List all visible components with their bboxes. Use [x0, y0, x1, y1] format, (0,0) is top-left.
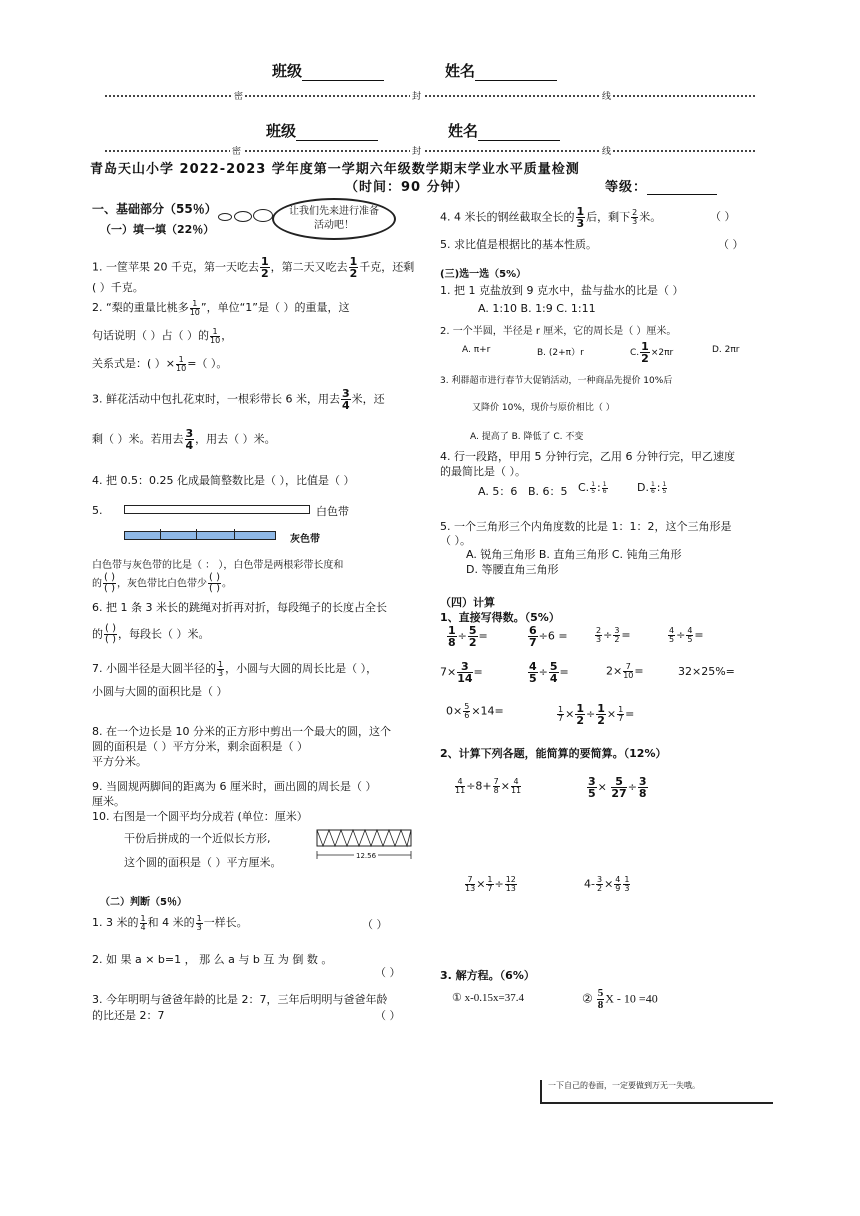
frac-1-3b: $\frac{1}{3}$: [196, 913, 202, 932]
frac-1-2e: $\frac{1}{2}$: [597, 702, 605, 727]
calc-simplify-2: $\frac{3}{5}$ × $\frac{5}{27}$ ÷ $\frac{3}{8}$: [588, 775, 647, 800]
seal-char-2: 封: [410, 89, 423, 102]
frac-3-2b: $\frac{3}{2}$: [596, 875, 603, 893]
equation-title: 3. 解方程。（6%）: [440, 969, 535, 982]
gray-ribbon-label: 灰色带: [290, 534, 320, 545]
choice-4-option-c[interactable]: C. $\frac{1}{5}$ : $\frac{1}{6}$: [578, 480, 607, 495]
q6-line1: 6. 把 1 条 3 米长的跳绳对折再对折，每段绳子的长度占全长: [92, 601, 387, 614]
blank-fraction[interactable]: $\frac{( )}{( )}$: [104, 572, 115, 594]
ribbon-tick: [160, 529, 161, 540]
white-ribbon-bar: [124, 505, 310, 514]
q2-line2: 句话说明（ ）占（ ）的 $\frac{1}{10}$ ，: [92, 326, 233, 345]
choice-1-options[interactable]: A. 1:10 B. 1:9 C. 1:11: [478, 302, 596, 315]
frac-1-3d: $\frac{1}{3}$: [624, 875, 630, 893]
choice-4-option-a[interactable]: A. 5：6: [478, 485, 518, 498]
frac-1-7c: $\frac{1}{7}$: [487, 875, 493, 893]
frac-1-7b: $\frac{1}{7}$: [618, 705, 624, 723]
cloud-bubble-3: [253, 209, 273, 222]
calc-1-4: $\frac{4}{5}$ ÷ $\frac{4}{5}$ =: [669, 626, 704, 644]
q3-line1: 3. 鲜花活动中包扎花束时，一根彩带长 6 米，用去 $\frac{3}{4}$ 米，还: [92, 387, 385, 412]
seal-char-4: 密: [230, 144, 243, 157]
frac-7-13: $\frac{7}{13}$: [465, 875, 476, 893]
calc-simplify-1: $\frac{4}{11}$ ÷8+ $\frac{7}{8}$ × $\frac{4}{11}$: [455, 777, 522, 795]
figure-dimension: 12.56: [356, 852, 377, 860]
judge-3-answer[interactable]: （ ）: [375, 1009, 401, 1022]
judge-1-answer[interactable]: （ ）: [362, 918, 388, 931]
equation-1: ① x-0.15x=37.4: [452, 992, 524, 1004]
exam-time: （时间：90 分钟）: [345, 180, 469, 195]
frac-1-2c: $\frac{1}{2}$: [641, 340, 649, 365]
exam-title: 青岛天山小学 2022-2023 学年度第一学期六年级数学期末学业水平质量检测: [90, 162, 580, 177]
judge-5: 5. 求比值是根据比的基本性质。: [440, 238, 597, 251]
q2-line1: 2. “梨的重量比桃多 $\frac{1}{10}$ ”，单位“1”是（ ）的重量，这: [92, 298, 350, 317]
name-label-1: 姓名: [445, 60, 557, 81]
q5-num: 5.: [92, 504, 103, 517]
frac-1-7: $\frac{1}{7}$: [558, 705, 564, 723]
calc-2-1: 7× $\frac{3}{14}$ =: [440, 660, 483, 685]
choice-3-line2: 又降价 10%，现价与原价相比（ ）: [472, 403, 615, 413]
frac-4-5c: $\frac{4}{5}$: [529, 660, 537, 685]
calc-simplify-title: 2、计算下列各题，能简算的要简算。（12%）: [440, 747, 667, 760]
cloud-bubble-2: [234, 211, 252, 222]
frac-4-11b: $\frac{4}{11}$: [510, 777, 522, 795]
frac-1-10: $\frac{1}{10}$: [189, 298, 200, 317]
calc-simplify-3: $\frac{7}{13}$ × $\frac{1}{7}$ ÷ $\frac{12}{13}$: [465, 875, 516, 893]
grade-label: 等级：: [605, 176, 717, 195]
frac-1-6b: $\frac{1}{6}$: [650, 480, 655, 495]
q5-line2: 的 $\frac{( )}{( )}$ ，灰色带比白色带少 $\frac{( )}{( )}$ 。: [92, 572, 232, 594]
judge-2-answer[interactable]: （ ）: [375, 966, 401, 979]
frac-4-5b: $\frac{4}{5}$: [687, 626, 693, 644]
ribbon-tick: [234, 529, 235, 540]
frac-1-5b: $\frac{1}{5}$: [662, 480, 667, 495]
frac-7-8: $\frac{7}{8}$: [493, 777, 499, 795]
calc-2-2: $\frac{4}{5}$ ÷ $\frac{5}{4}$ =: [529, 660, 569, 685]
q1-line1: 1. 一筐苹果 20 千克，第一天吃去 $\frac{1}{2}$ ，第二天又吃去 $\frac{1}{2}$ 千克，还剩: [92, 255, 415, 280]
calc-3-1: 0× $\frac{5}{6}$ ×14=: [446, 702, 504, 720]
frac-7-10: $\frac{7}{10}$: [623, 662, 634, 680]
frac-6-7: $\frac{6}{7}$: [529, 624, 537, 649]
judge-5-answer[interactable]: （ ）: [718, 238, 744, 251]
choice-3-options[interactable]: A. 提高了 B. 降低了 C. 不变: [470, 432, 584, 442]
choice-2: 2. 一个半圆，半径是 r 厘米，它的周长是（ ）厘米。: [440, 326, 677, 337]
judge-1: 1. 3 米的 $\frac{1}{4}$ 和 4 米的 $\frac{1}{3}$ 一样长。: [92, 913, 248, 932]
frac-5-8: $\frac{5}{8}$: [597, 987, 604, 1011]
equation-2: ② $\frac{5}{8}$ X - 10 =40: [582, 987, 658, 1011]
seal-char-3: 线: [600, 89, 613, 102]
seal-char-1: 密: [232, 89, 245, 102]
judge-4: 4. 4 米长的钢丝截取全长的 $\frac{1}{3}$ 后，剩下 $\frac{2}{3}$ 米。: [440, 205, 662, 230]
choice-2-option-c[interactable]: C. $\frac{1}{2}$ ×2πr: [630, 340, 674, 365]
blank-fraction[interactable]: $\frac{( )}{( )}$: [105, 623, 116, 645]
q4: 4. 把 0.5：0.25 化成最简整数比是（ ），比值是（ ）: [92, 474, 355, 487]
calc-direct-title: 1、直接写得数。（5%）: [440, 611, 560, 624]
q1-line2: ( ）千克。: [92, 281, 144, 294]
q10-line3: 这个圆的面积是（ ）平方厘米。: [124, 856, 282, 869]
frac-4-5: $\frac{4}{5}$: [669, 626, 675, 644]
frac-12-13: $\frac{12}{13}$: [505, 875, 516, 893]
sub-choice: (三)选一选（5%）: [440, 269, 527, 280]
judge-2: 2. 如 果 a × b=1 ， 那 么 a 与 b 互 为 倒 数 。: [92, 953, 333, 966]
class-blank-1[interactable]: [302, 66, 384, 81]
calc-1-1: $\frac{1}{8}$ ÷ $\frac{5}{2}$ =: [448, 624, 488, 649]
frac-5-4: $\frac{5}{4}$: [549, 660, 558, 685]
q7-line2: 小圆与大圆的面积比是（ ）: [92, 685, 228, 698]
q8-line2: 圆的面积是（ ）平方分米，剩余面积是（ ）: [92, 740, 308, 753]
q6-line2: 的 $\frac{( )}{( )}$ ，每段长（ ）米。: [92, 623, 210, 645]
grade-blank[interactable]: [647, 180, 717, 195]
frac-5-6: $\frac{5}{6}$: [464, 702, 470, 720]
class-blank-2[interactable]: [296, 126, 378, 141]
choice-5-line1: 5. 一个三角形三个内角度数的比是 1：1：2，这个三角形是: [440, 520, 732, 533]
q7-line1: 7. 小圆半径是大圆半径的 $\frac{1}{3}$ ，小圆与大圆的周长比是（ ），: [92, 659, 378, 678]
judge-4-answer[interactable]: （ ）: [710, 210, 736, 223]
choice-4-option-b[interactable]: B. 6：5: [528, 485, 568, 498]
choice-2-option-a[interactable]: A. π+r: [462, 345, 491, 355]
sub-judge: （二）判断（5％）: [100, 897, 187, 908]
ribbon-tick: [196, 529, 197, 540]
choice-5-line2: （ ）。: [440, 534, 471, 547]
choice-1: 1. 把 1 克盐放到 9 克水中，盐与盐水的比是（ ）: [440, 284, 684, 297]
seal-line-1: [105, 95, 755, 97]
seal-char-5: 封: [410, 144, 423, 157]
choice-3-line1: 3. 利群超市进行春节大促销活动，一种商品先提价 10%后: [440, 376, 673, 386]
frac-1-2d: $\frac{1}{2}$: [576, 702, 584, 727]
q10-line2: 干份后拼成的一个近似长方形,: [124, 832, 271, 845]
choice-2-option-d[interactable]: D. 2πr: [712, 345, 740, 355]
choice-5-options-1[interactable]: A. 锐角三角形 B. 直角三角形 C. 钝角三角形: [466, 548, 682, 561]
frac-3-14: $\frac{3}{14}$: [457, 660, 473, 685]
frac-4-11: $\frac{4}{11}$: [455, 777, 466, 795]
frac-2-3: $\frac{2}{3}$: [632, 208, 638, 226]
section-basic: 一、基础部分（55％）: [92, 202, 217, 216]
seal-char-6: 线: [600, 144, 613, 157]
gray-ribbon-bar: [124, 531, 276, 540]
calc-simplify-4: 4- $\frac{3}{2}$ × $\frac{4}{9}$ $\frac{1}{3}$: [584, 875, 630, 893]
sub-calc: （四）计算: [440, 596, 495, 609]
seal-line-2: [105, 150, 755, 152]
frac-4-9: $\frac{4}{9}$: [615, 875, 621, 893]
q5-line1: 白色带与灰色带的比是（ ： ），白色带是两根彩带长度和: [92, 560, 344, 571]
class-label-1: 班级: [272, 60, 384, 81]
frac-1-2b: $\frac{1}{2}$: [349, 255, 358, 280]
name-blank-1[interactable]: [475, 66, 557, 81]
footer-reminder-box: 一下自己的卷面，一定要做到万无一失哦。: [540, 1080, 773, 1104]
frac-1-10c: $\frac{1}{10}$: [176, 354, 187, 373]
judge-3-line2: 的比还是 2：7: [92, 1009, 165, 1022]
frac-1-10b: $\frac{1}{10}$: [210, 326, 221, 345]
choice-5-options-2[interactable]: D. 等腰直角三角形: [466, 563, 559, 576]
judge-3-line1: 3. 今年明明与爸爸年龄的比是 2：7，三年后明明与爸爸年龄: [92, 993, 388, 1006]
sub-fill: （一）填一填（22％）: [100, 223, 215, 236]
cloud-callout: 让我们先来进行准备活动吧！: [272, 198, 396, 240]
q2-line3: 关系式是：( ）× $\frac{1}{10}$ =（ ）。: [92, 354, 228, 373]
frac-1-6: $\frac{1}{6}$: [602, 480, 607, 495]
cloud-bubble-1: [218, 213, 232, 221]
frac-5-27: $\frac{5}{27}$: [611, 775, 627, 800]
frac-1-5: $\frac{1}{5}$: [591, 480, 596, 495]
frac-3-5: $\frac{3}{5}$: [588, 775, 596, 800]
q8-line1: 8. 在一个边长是 10 分米的正方形中剪出一个最大的圆，这个: [92, 725, 391, 738]
calc-2-3: 2× $\frac{7}{10}$ =: [606, 662, 644, 680]
calc-2-4: 32×25%=: [678, 665, 735, 678]
calc-3-2: $\frac{1}{7}$ × $\frac{1}{2}$ ÷ $\frac{1}{2}$ × $\frac{1}{7}$ =: [558, 702, 635, 727]
class-label-2: 班级: [266, 120, 378, 141]
frac-2-3b: $\frac{2}{3}$: [596, 626, 602, 644]
frac-3-4b: $\frac{3}{4}$: [185, 427, 194, 452]
name-blank-2[interactable]: [478, 126, 560, 141]
white-ribbon-label: 白色带: [316, 505, 349, 518]
frac-3-2: $\frac{3}{2}$: [614, 626, 620, 644]
q9-line1: 9. 当圆规两脚间的距离为 6 厘米时，画出圆的周长是（ ）: [92, 780, 377, 793]
frac-1-4: $\frac{1}{4}$: [140, 913, 146, 932]
calc-1-2: $\frac{6}{7}$ ÷6 =: [529, 624, 568, 649]
choice-4-line2: 的最简比是（ ）。: [440, 465, 526, 478]
frac-1-3c: $\frac{1}{3}$: [576, 205, 585, 230]
calc-1-3: $\frac{2}{3}$ ÷ $\frac{3}{2}$ =: [596, 626, 631, 644]
choice-4-line1: 4. 行一段路，甲用 5 分钟行完，乙用 6 分钟行完，甲乙速度: [440, 450, 735, 463]
frac-1-8: $\frac{1}{8}$: [448, 624, 456, 649]
frac-3-8: $\frac{3}{8}$: [638, 775, 647, 800]
q10-line1: 10. 右图是一个圆平均分成若 (单位：厘米）: [92, 810, 308, 823]
frac-5-2: $\frac{5}{2}$: [468, 624, 477, 649]
frac-3-4: $\frac{3}{4}$: [341, 387, 350, 412]
q8-line3: 平方分米。: [92, 755, 147, 768]
frac-1-2: $\frac{1}{2}$: [260, 255, 269, 280]
choice-4-option-d[interactable]: D. $\frac{1}{6}$ : $\frac{1}{5}$: [637, 480, 667, 495]
q3-line2: 剩（ ）米。若用去 $\frac{3}{4}$ ，用去（ ）米。: [92, 427, 276, 452]
blank-fraction[interactable]: $\frac{( )}{( )}$: [208, 572, 220, 594]
frac-1-3: $\frac{1}{3}$: [218, 659, 224, 678]
name-label-2: 姓名: [448, 120, 560, 141]
q9-line2: 厘米。: [92, 795, 125, 808]
choice-2-option-b[interactable]: B. (2+π）r: [537, 348, 584, 358]
